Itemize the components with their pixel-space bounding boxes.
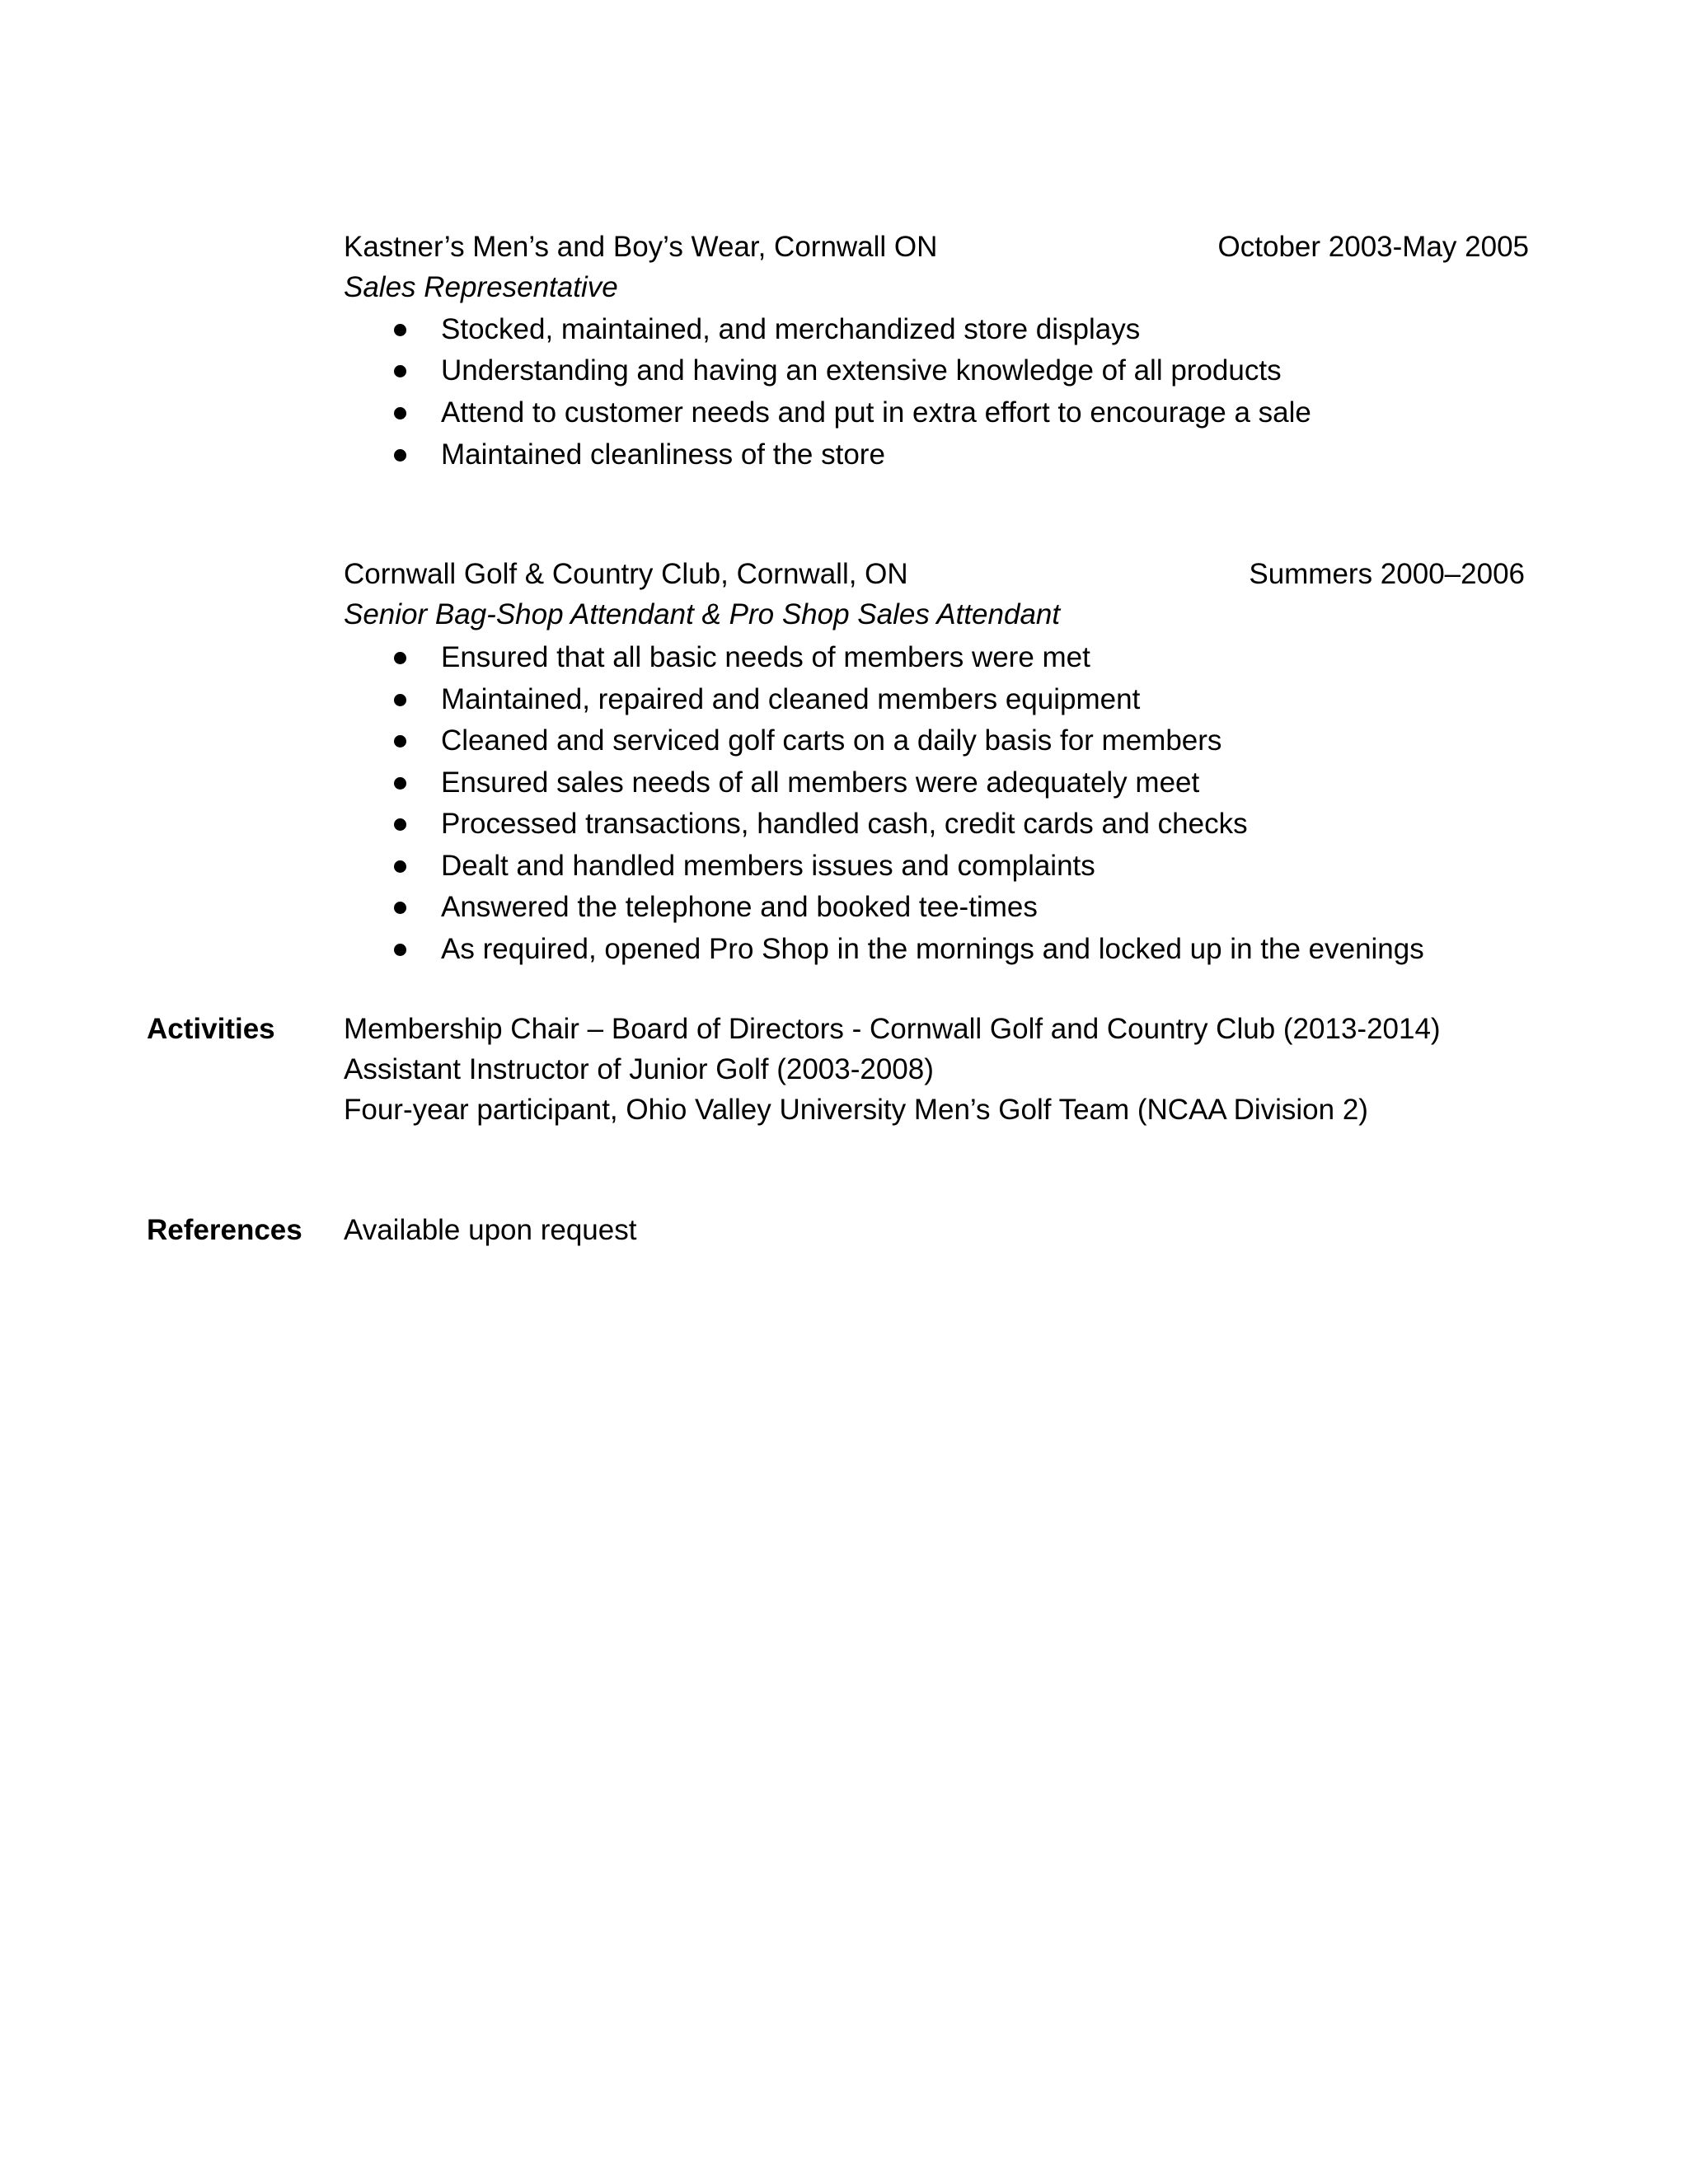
job-bullet: Processed transactions, handled cash, credit cards and checks bbox=[441, 808, 1248, 840]
job-bullet: Ensured sales needs of all members were adequately meet bbox=[441, 766, 1200, 799]
references-heading: References bbox=[147, 1214, 302, 1246]
job-bullet: Dealt and handled members issues and complaints bbox=[441, 850, 1095, 882]
job-dates: Summers 2000–2006 bbox=[1249, 558, 1525, 590]
bullet-icon bbox=[394, 902, 406, 914]
bullet-icon bbox=[394, 860, 406, 873]
bullet-icon bbox=[394, 449, 406, 462]
bullet-icon bbox=[394, 652, 406, 664]
job-bullet: Attend to customer needs and put in extra effort to encourage a sale bbox=[441, 396, 1311, 429]
activities-heading: Activities bbox=[147, 1013, 275, 1045]
job-employer: Kastner’s Men’s and Boy’s Wear, Cornwall ON bbox=[344, 231, 938, 263]
job-title: Sales Representative bbox=[344, 271, 618, 303]
job-bullet: Cleaned and serviced golf carts on a daily basis for members bbox=[441, 724, 1222, 757]
job-dates: October 2003-May 2005 bbox=[1217, 231, 1529, 263]
bullet-icon bbox=[394, 735, 406, 748]
job-bullet: Maintained cleanliness of the store bbox=[441, 438, 885, 471]
bullet-icon bbox=[394, 365, 406, 377]
job-bullet: Stocked, maintained, and merchandized store displays bbox=[441, 313, 1141, 345]
job-bullet: Answered the telephone and booked tee-times bbox=[441, 891, 1038, 923]
job-bullet: Understanding and having an extensive knowledge of all products bbox=[441, 354, 1282, 387]
job-title: Senior Bag-Shop Attendant & Pro Shop Sales Attendant bbox=[344, 598, 1061, 630]
references-text: Available upon request bbox=[344, 1214, 637, 1246]
bullet-icon bbox=[394, 694, 406, 706]
bullet-icon bbox=[394, 818, 406, 831]
activity-item: Assistant Instructor of Junior Golf (2003-2008) bbox=[344, 1053, 934, 1085]
activity-item: Four-year participant, Ohio Valley University Men’s Golf Team (NCAA Division 2) bbox=[344, 1094, 1368, 1126]
activity-item: Membership Chair – Board of Directors - Cornwall Golf and Country Club (2013-2014) bbox=[344, 1013, 1441, 1045]
bullet-icon bbox=[394, 777, 406, 790]
job-employer: Cornwall Golf & Country Club, Cornwall, ON bbox=[344, 558, 908, 590]
job-bullet: Maintained, repaired and cleaned members equipment bbox=[441, 683, 1141, 715]
job-bullet: As required, opened Pro Shop in the mornings and locked up in the evenings bbox=[441, 933, 1424, 965]
bullet-icon bbox=[394, 324, 406, 336]
job-bullet: Ensured that all basic needs of members were met bbox=[441, 641, 1090, 673]
bullet-icon bbox=[394, 944, 406, 956]
bullet-icon bbox=[394, 407, 406, 419]
